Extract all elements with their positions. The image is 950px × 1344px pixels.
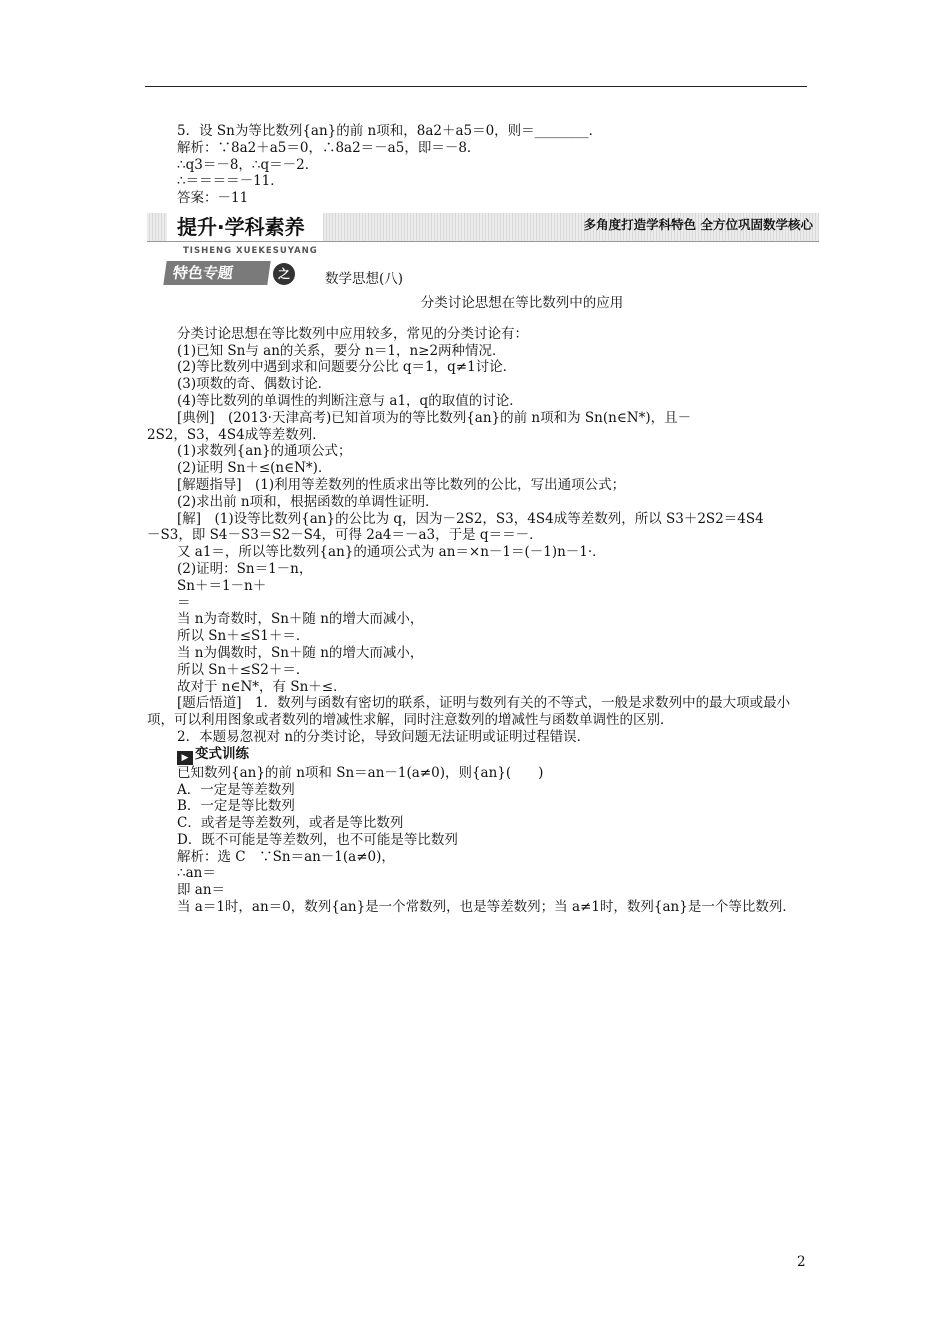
solution-line: 所以 Sn＋≤S1＋＝． bbox=[177, 628, 310, 645]
variant-option: C．或者是等差数列，或者是等比数列 bbox=[177, 815, 404, 832]
variant-analysis-line: ∴an＝ bbox=[177, 865, 216, 882]
section-banner bbox=[147, 213, 819, 242]
solution-line: Sn＋＝1－n＋ bbox=[177, 577, 267, 594]
solution-line: [解] (1)设等比数列{an}的公比为 q，因为－2S2，S3，4S4成等差数列，所以 S3＋2S2＝4S4 bbox=[177, 510, 764, 527]
body-paragraph: 分类讨论思想在等比数列中应用较多，常见的分类讨论有： bbox=[177, 325, 528, 342]
solution-line: 故对于 n∈N*，有 Sn＋≤． bbox=[177, 678, 347, 695]
solution-guide: [解题指导] (1)利用等差数列的性质求出等比数列的公比，写出通项公式； bbox=[177, 476, 626, 493]
example-statement: [典例] (2013·天津高考)已知首项为的等比数列{an}的前 n项和为 Sn(n∈N*)，且－ bbox=[177, 409, 692, 426]
reflection-paragraph bbox=[147, 695, 807, 729]
variant-option: D．既不可能是等差数列，也不可能是等比数列 bbox=[177, 831, 458, 848]
banner-pinyin: TISHENG XUEKESUYANG bbox=[183, 245, 318, 256]
variant-analysis-line: 即 an＝ bbox=[177, 882, 226, 899]
topic-circle-badge: 之 bbox=[273, 263, 295, 285]
example-question: (1)求数列{an}的通项公式； bbox=[177, 443, 352, 460]
topic-header bbox=[165, 259, 807, 295]
example-question: (2)证明 Sn＋≤(n∈N*)． bbox=[177, 460, 332, 477]
problem-5-question: 5．设 Sn为等比数列{an}的前 n项和，8a2＋a5＝0，则＝________． bbox=[177, 123, 603, 139]
solution-line: (2)证明：Sn＝1－n， bbox=[177, 560, 313, 577]
problem-5-analysis-line: ∴q3＝－8，∴q＝－2． bbox=[177, 156, 319, 173]
variant-analysis-line: 当 a＝1时，an＝0，数列{an}是一个常数列，也是等差数列；当 a≠1时，数列{an}是一个等比数列． bbox=[177, 899, 796, 916]
solution-line: 又 a1＝，所以等比数列{an}的通项公式为 an＝×n－1＝(－1)n－1·． bbox=[177, 544, 606, 561]
topic-badge: 特色专题 bbox=[163, 261, 270, 285]
body-list-item: (3)项数的奇、偶数讨论． bbox=[177, 376, 332, 393]
topic-title: 数学思想(八) bbox=[325, 270, 404, 287]
variant-heading-label: 变式训练 bbox=[195, 745, 249, 762]
problem-5-analysis-line: 解析：∵8a2＋a5＝0，∴8a2＝－a5，即＝－8． bbox=[177, 139, 481, 156]
reflection-paragraph: 2．本题易忽视对 n的分类讨论，导致问题无法证明或证明过程错误． bbox=[177, 728, 591, 745]
solution-line: －S3，即 S4－S3＝S2－S4，可得 2a4＝－a3，于是 q＝＝－． bbox=[147, 527, 543, 544]
body-list-item: (1)已知 Sn与 an的关系，要分 n＝1，n≥2两种情况． bbox=[177, 342, 506, 359]
problem-5-answer: 答案：－11 bbox=[177, 190, 249, 207]
variant-option: A．一定是等差数列 bbox=[177, 781, 295, 798]
banner-title: 提升·学科素养 bbox=[167, 213, 323, 241]
example-statement: 2S2，S3，4S4成等差数列． bbox=[147, 426, 326, 443]
variant-option: B．一定是等比数列 bbox=[177, 798, 295, 815]
topic-subtitle: 分类讨论思想在等比数列中的应用 bbox=[420, 294, 624, 311]
reflection-text: [题后悟道] 1．数列与函数有密切的联系，证明与数列有关的不等式，一般是求数列中的最大项或最小项，可以利用图象或者数列的增减性求解，同时注意数列的增减性与函数单调性的区别． bbox=[147, 695, 791, 729]
solution-guide: (2)求出前 n项和，根据函数的单调性证明． bbox=[177, 493, 439, 510]
problem-5-analysis-line: ∴＝＝＝＝－11． bbox=[177, 173, 284, 190]
body-list-item: (4)等比数列的单调性的判断注意与 a1，q的取值的讨论． bbox=[177, 392, 523, 409]
variant-heading bbox=[177, 746, 807, 765]
page-number: 2 bbox=[797, 1254, 806, 1270]
solution-line: ＝ bbox=[177, 594, 191, 611]
header-rule bbox=[145, 86, 807, 87]
play-triangle-icon: ▶ bbox=[177, 751, 193, 765]
solution-line: 所以 Sn＋≤S2＋＝． bbox=[177, 661, 310, 678]
solution-line: 当 n为奇数时，Sn＋随 n的增大而减小， bbox=[177, 611, 424, 628]
variant-analysis-line: 解析：选 C ∵Sn＝an－1(a≠0)， bbox=[177, 848, 395, 865]
variant-question: 已知数列{an}的前 n项和 Sn＝an－1(a≠0)，则{an}( ) bbox=[177, 764, 544, 781]
solution-line: 当 n为偶数时，Sn＋随 n的增大而减小， bbox=[177, 644, 424, 661]
banner-slogan: 多角度打造学科特色 全方位巩固数学核心 bbox=[583, 216, 813, 232]
page-content bbox=[147, 123, 813, 916]
body-list-item: (2)等比数列中遇到求和问题要分公比 q＝1，q≠1讨论． bbox=[177, 359, 517, 376]
